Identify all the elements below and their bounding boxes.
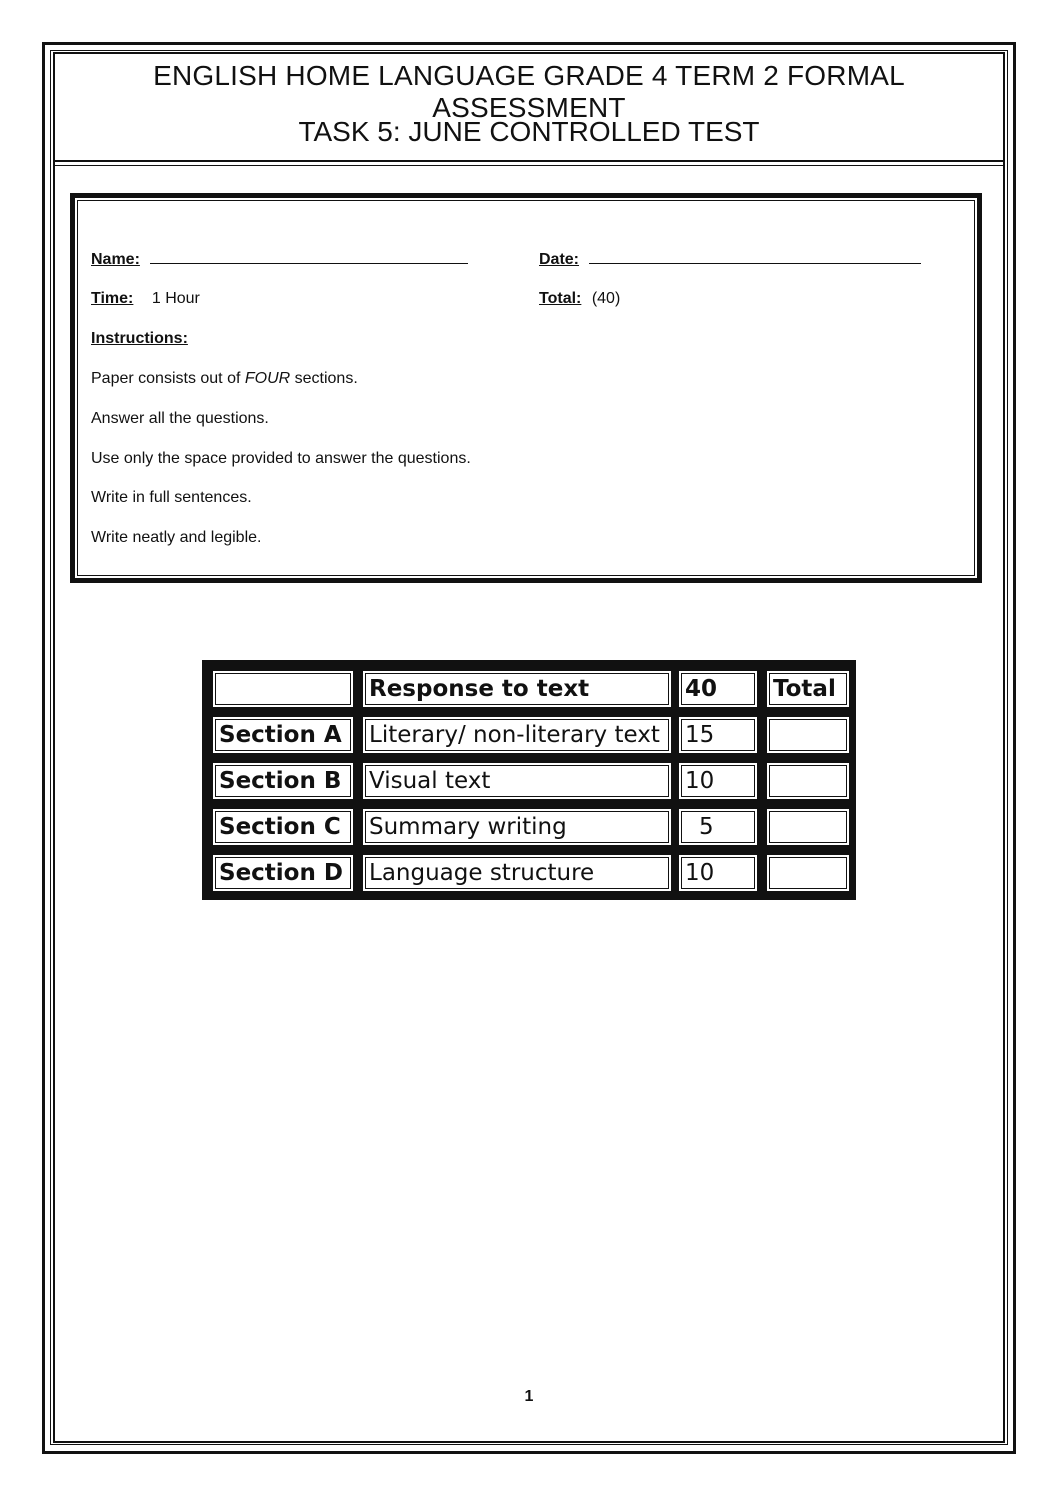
date-field (539, 250, 921, 269)
table-cell-section: Section A (212, 716, 354, 754)
details-box (70, 193, 982, 583)
date-label: Date: (539, 251, 580, 268)
marks-grid (208, 666, 850, 894)
time-label: Time: (91, 290, 134, 307)
time-field (91, 290, 200, 308)
title-divider (55, 160, 1003, 166)
marks-table (202, 660, 856, 900)
time-value: 1 Hour (151, 290, 200, 307)
instruction-item: Use only the space provided to answer the questions. (91, 450, 471, 467)
table-cell-description: Language structure (362, 854, 672, 892)
table-cell-marks: 10 (678, 762, 758, 800)
table-cell-description: Summary writing (362, 808, 672, 846)
table-cell-description: Visual text (362, 762, 672, 800)
page-subtitle: TASK 5: JUNE CONTROLLED TEST (298, 116, 760, 147)
table-cell-section: Section D (212, 854, 354, 892)
table-header-cell: Response to text (362, 670, 672, 708)
table-header-cell: Total (766, 670, 850, 708)
table-header-cell: 40 (678, 670, 758, 708)
name-field (91, 250, 468, 269)
table-header-cell (212, 670, 354, 708)
total-field (539, 290, 620, 308)
name-label: Name: (91, 251, 140, 268)
table-cell-marks: 5 (678, 808, 758, 846)
instruction-text: sections. (290, 370, 358, 387)
table-cell-total[interactable] (766, 854, 850, 892)
instruction-text: Paper consists out of (91, 370, 245, 387)
table-cell-total[interactable] (766, 808, 850, 846)
total-value: (40) (591, 290, 621, 307)
page-number: 1 (524, 1388, 534, 1405)
instruction-item: Write neatly and legible. (91, 529, 262, 546)
page-title: ENGLISH HOME LANGUAGE GRADE 4 TERM 2 FORMAL ASSESSMENT (153, 60, 905, 123)
table-cell-total[interactable] (766, 716, 850, 754)
instructions-heading: Instructions: (91, 330, 188, 347)
date-input-line[interactable] (589, 250, 921, 264)
total-label: Total: (539, 290, 582, 307)
table-cell-marks: 15 (678, 716, 758, 754)
table-cell-section: Section C (212, 808, 354, 846)
table-cell-marks: 10 (678, 854, 758, 892)
table-cell-section: Section B (212, 762, 354, 800)
title-band (55, 54, 1003, 164)
table-cell-total[interactable] (766, 762, 850, 800)
instruction-item (91, 370, 358, 388)
name-input-line[interactable] (150, 250, 468, 264)
instruction-emphasis: FOUR (244, 370, 291, 387)
table-cell-description: Literary/ non-literary text (362, 716, 672, 754)
instruction-item: Write in full sentences. (91, 489, 252, 506)
instruction-item: Answer all the questions. (91, 410, 269, 427)
